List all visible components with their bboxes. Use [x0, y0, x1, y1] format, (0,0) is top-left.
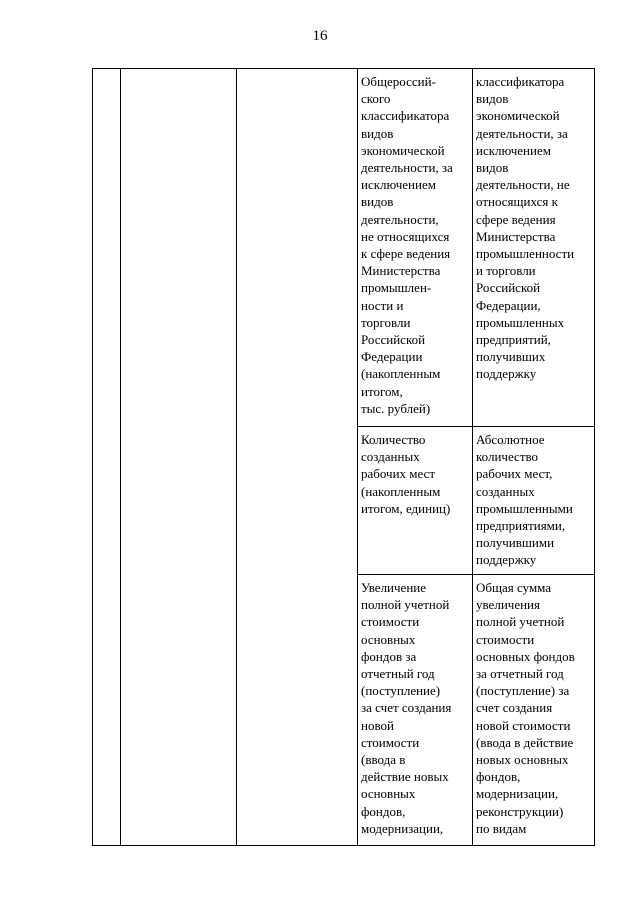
- page-number: 16: [312, 28, 328, 44]
- method-text: Общая сумма увеличения полной учетной стоимости основных фондов за отчетный год (поступление) за счет создания новой стоимости (ввода в действие новых основных фондов, модернизации, реконструкции) по видам: [476, 580, 575, 836]
- column-3-cell: [237, 69, 358, 846]
- method-cell: [473, 575, 595, 846]
- indicator-cell: [358, 427, 473, 575]
- method-text: Абсолютное количество рабочих мест, созданных промышленными предприятиями, получившими поддержку: [476, 432, 573, 568]
- table-row: [93, 69, 595, 427]
- indicator-cell: [358, 69, 473, 427]
- indicator-text: Количество созданных рабочих мест (накопленным итогом, единиц): [361, 432, 451, 516]
- indicator-text: Увеличение полной учетной стоимости основных фондов за отчетный год (поступление) за счет создания новой стоимости (ввода в действие новых основных фондов, модернизации,: [361, 580, 452, 836]
- indicator-cell: [358, 575, 473, 846]
- indicator-text: Общероссий- ского классификатора видов экономической деятельности, за исключением видов деятельности, не относящихся к сфере ведения Министерства промышлен- ности и торговли Российской Федерации (накопленным итогом, тыс. рублей): [361, 74, 453, 416]
- column-1-cell: [93, 69, 121, 846]
- column-2-cell: [121, 69, 237, 846]
- method-cell: [473, 427, 595, 575]
- method-cell: [473, 69, 595, 427]
- indicators-table: [92, 68, 595, 846]
- method-text: классификатора видов экономической деятельности, за исключением видов деятельности, не относящихся к сфере ведения Министерства промышленности и торговли Российской Федерации, промышленных предприятий, получивших поддержку: [476, 74, 575, 382]
